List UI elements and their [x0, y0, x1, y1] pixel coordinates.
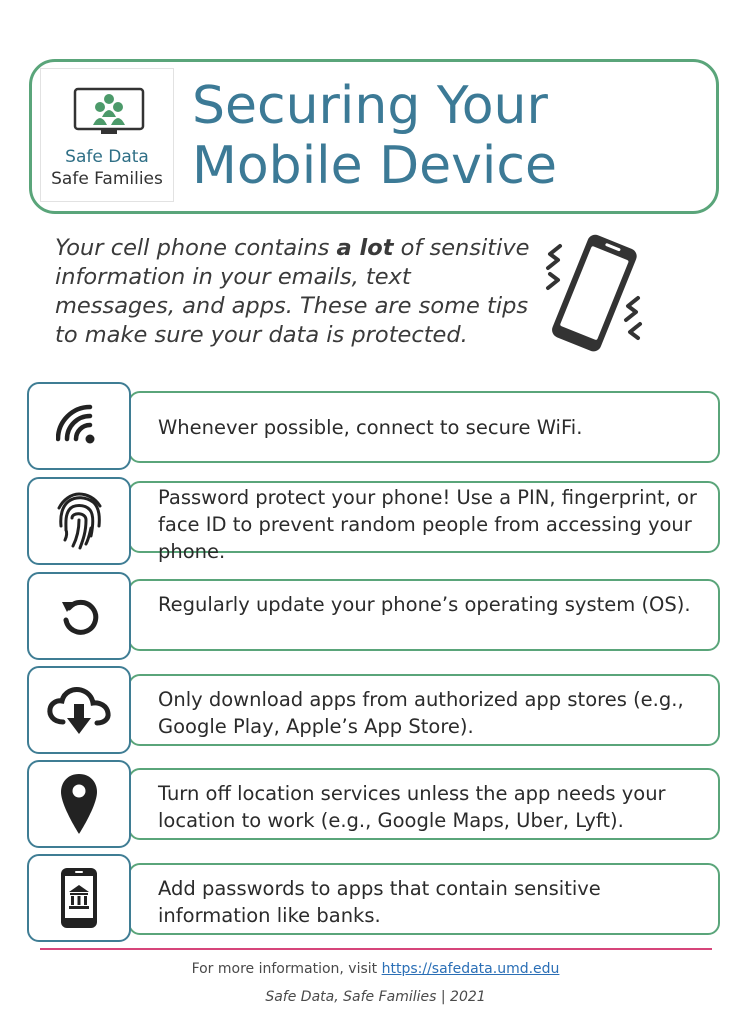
footer-divider	[40, 948, 712, 950]
tip-text: Password protect your phone! Use a PIN, fingerprint, or face ID to prevent random people from accessing your phone.	[158, 486, 697, 563]
fingerprint-icon	[53, 490, 105, 552]
tip-icon-frame	[27, 572, 131, 660]
footer-info-prefix: For more information, visit	[191, 961, 382, 977]
cloud-download-icon	[43, 684, 115, 736]
wifi-icon	[56, 403, 102, 449]
title-line-2: Mobile Device	[192, 136, 557, 196]
intro-part-2: of sensitive information in your emails, text messages, and apps. These are some tips to make sure your data is protected.	[55, 235, 530, 348]
logo-line-2: Safe Families	[51, 169, 163, 189]
title-line-1: Securing Your	[192, 76, 548, 136]
refresh-icon	[59, 596, 99, 636]
tip-text: Regularly update your phone’s operating system (OS).	[158, 593, 691, 616]
tip-text: Turn off location services unless the app needs your location to work (e.g., Google Maps, Uber, Lyft).	[158, 782, 666, 832]
logo	[40, 68, 174, 202]
intro-emphasis: a lot	[336, 235, 394, 261]
intro-part-1: Your cell phone contains	[55, 235, 337, 261]
tip-text: Whenever possible, connect to secure WiFi.	[158, 416, 583, 439]
footer-credit: Safe Data, Safe Families | 2021	[265, 989, 486, 1005]
tip-icon-frame	[27, 760, 131, 848]
monitor-people-icon	[73, 87, 145, 137]
tip-icon-frame	[27, 382, 131, 470]
tip-icon-frame	[27, 666, 131, 754]
vibrating-phone-icon	[538, 228, 650, 360]
footer-link[interactable]: https://safedata.umd.edu	[381, 961, 560, 977]
page-title	[192, 76, 712, 196]
logo-line-1: Safe Data	[65, 147, 149, 167]
intro-text	[55, 234, 535, 350]
tip-icon-frame	[27, 477, 131, 565]
location-pin-icon	[59, 772, 99, 836]
tip-icon-frame	[27, 854, 131, 942]
phone-bank-icon	[59, 866, 99, 930]
tip-text: Add passwords to apps that contain sensitive information like banks.	[158, 877, 601, 927]
tip-text: Only download apps from authorized app stores (e.g., Google Play, Apple’s App Store).	[158, 688, 684, 738]
footer-info	[0, 961, 751, 977]
